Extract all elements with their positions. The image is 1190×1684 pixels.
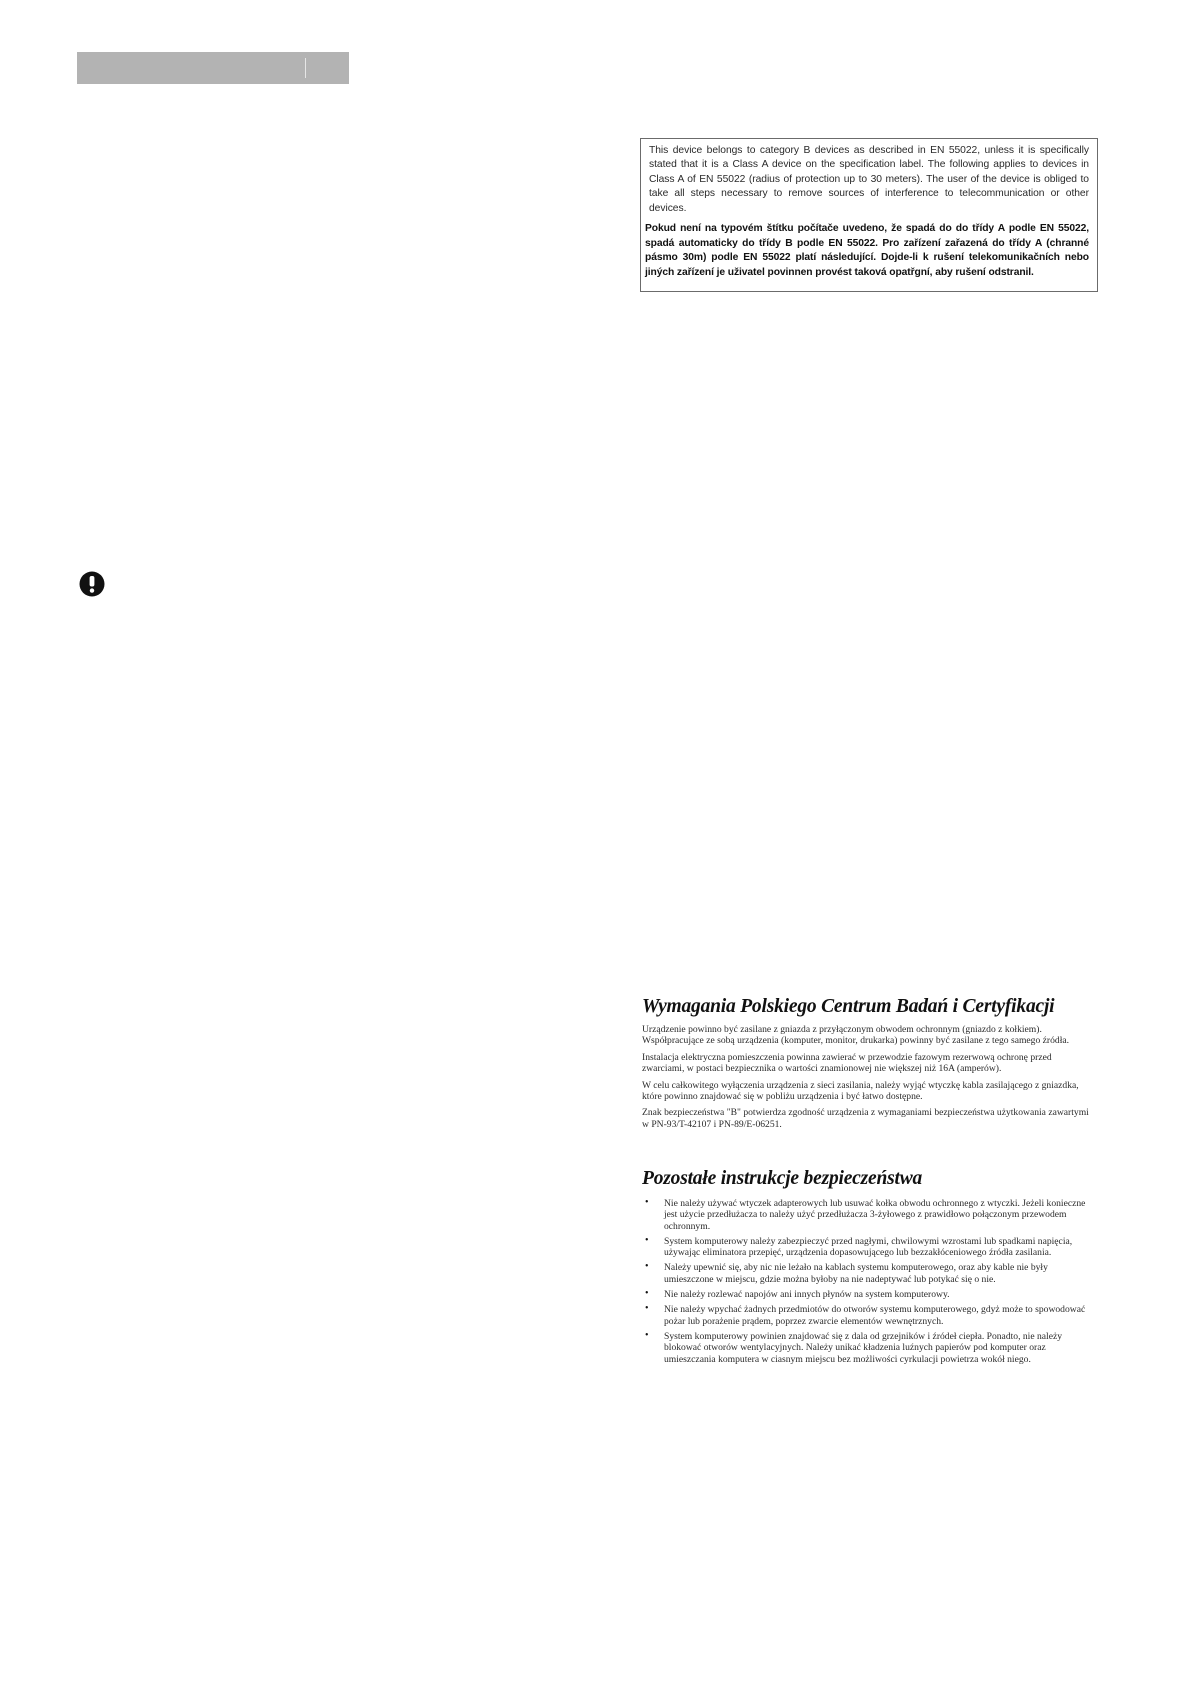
bullet-marker: •	[645, 1261, 649, 1273]
list-item-text: Nie należy używać wtyczek adapterowych lub usuwać kołka obwodu ochronnego z wtyczki. Jeżeli konieczne jest użycie przedłużacza to należy użyć przedłużacza 3-żyłowego z prawidłowo połączonym przewodem ochronnym.	[664, 1198, 1086, 1232]
list-item-text: System komputerowy powinien znajdować się z dala od grzejników i źródeł ciepła. Ponadto, nie należy blokować otworów wentylacyjnych. Należy unikać kładzenia luźnych papierów pod komputer oraz umieszczania komputera w ciasnym miejscu bez możliwości cyrkulacji powietrza wokół niego.	[664, 1330, 1063, 1365]
emc-notice-english: This device belongs to category B devices as described in EN 55022, unless it is specifically stated that it is a Class A device on the specification label. The following applies to devices in Class A of EN 55022 (radius of protection up to 30 meters). The user of the device is obliged to take all steps necessary to remove sources of interference to telecommunication or other devices.	[649, 145, 1089, 214]
polish-requirements-paragraph: Urządzenie powinno być zasilane z gniazda z przyłączonym obwodem ochronnym (gniazdo z kołkiem). Współpracujące ze sobą urządzenia (komputer, monitor, drukarka) powinny być zasilane z tego samego źródła.	[642, 1024, 1070, 1047]
list-item	[642, 1262, 1094, 1285]
list-item-text: System komputerowy należy zabezpieczyć przed nagłymi, chwilowymi wzrostami lub spadkami napięcia, używając eliminatora przepięć, urządzenia dopasowującego lub bezzakłóceniowego źródła zasilania.	[664, 1235, 1073, 1259]
bullet-marker: •	[645, 1234, 649, 1246]
bullet-marker: •	[645, 1329, 649, 1341]
bullet-marker: •	[645, 1197, 649, 1208]
polish-requirements-title: Wymagania Polskiego Centrum Badań i Certyfikacji	[642, 996, 1055, 1017]
bullet-marker: •	[645, 1303, 649, 1315]
list-item-text: Nie należy rozlewać napojów ani innych płynów na system komputerowy.	[664, 1289, 950, 1301]
polish-safety-title: Pozostałe instrukcje bezpieczeństwa	[642, 1168, 923, 1189]
list-item	[642, 1289, 1094, 1300]
safety-bullet-list	[642, 1198, 1094, 1365]
emc-notice-box	[640, 138, 1098, 292]
list-item	[642, 1304, 1094, 1327]
polish-requirements-paragraph: Instalacja elektryczna pomieszczenia powinna zawierać w przewodzie fazowym rezerwową ochronę przed zwarciami, w postaci bezpiecznika o wartości znamionowej nie większej niż 16A (amperów).	[642, 1051, 1052, 1075]
list-item	[642, 1198, 1094, 1232]
polish-requirements-paragraph: W celu całkowitego wyłączenia urządzenia z sieci zasilania, należy wyjąć wtyczkę kabla zasilającego z gniazdka, które powinno znajdować się w pobliżu urządzenia i być łatwo dostępne.	[642, 1079, 1079, 1103]
list-item	[642, 1331, 1094, 1365]
list-item	[642, 1236, 1094, 1259]
bullet-marker: •	[645, 1288, 649, 1300]
emc-notice-czech: Pokud není na typovém štítku počítače uvedeno, že spadá do do třídy A podle EN 55022, spadá automaticky do třídy B podle EN 55022. Pro zařízení zařazená do třídy A (chranné pásmo 30m) podle EN 55022 platí následující. Dojde-li k rušení telekomunikačních nebo jiných zařízení je uživatel povinnen provést taková opatřgní, aby rušení odstranil.	[645, 223, 1089, 278]
header-tab-divider	[305, 58, 306, 78]
polish-safety-section	[642, 1168, 1094, 1369]
list-item-text: Należy upewnić się, aby nic nie leżało na kablach systemu komputerowego, oraz aby kable nie były umieszczone w miejscu, gdzie można byłoby na nie nadeptywać lub potykać się o nie.	[664, 1262, 1048, 1285]
polish-requirements-section	[642, 996, 1094, 1135]
list-item-text: Nie należy wpychać żadnych przedmiotów do otworów systemu komputerowego, gdyż może to spowodować pożar lub porażenie prądem, poprzez zwarcie elementów wewnętrznych.	[664, 1304, 1086, 1327]
polish-requirements-paragraph: Znak bezpieczeństwa "B" potwierdza zgodność urządzenia z wymaganiami bezpieczeństwa użytkowania zawartymi w PN-93/T-42107 i PN-89/E-06251.	[642, 1107, 1089, 1130]
header-tab-bar	[77, 52, 349, 84]
exclamation-circle-icon	[79, 571, 105, 597]
